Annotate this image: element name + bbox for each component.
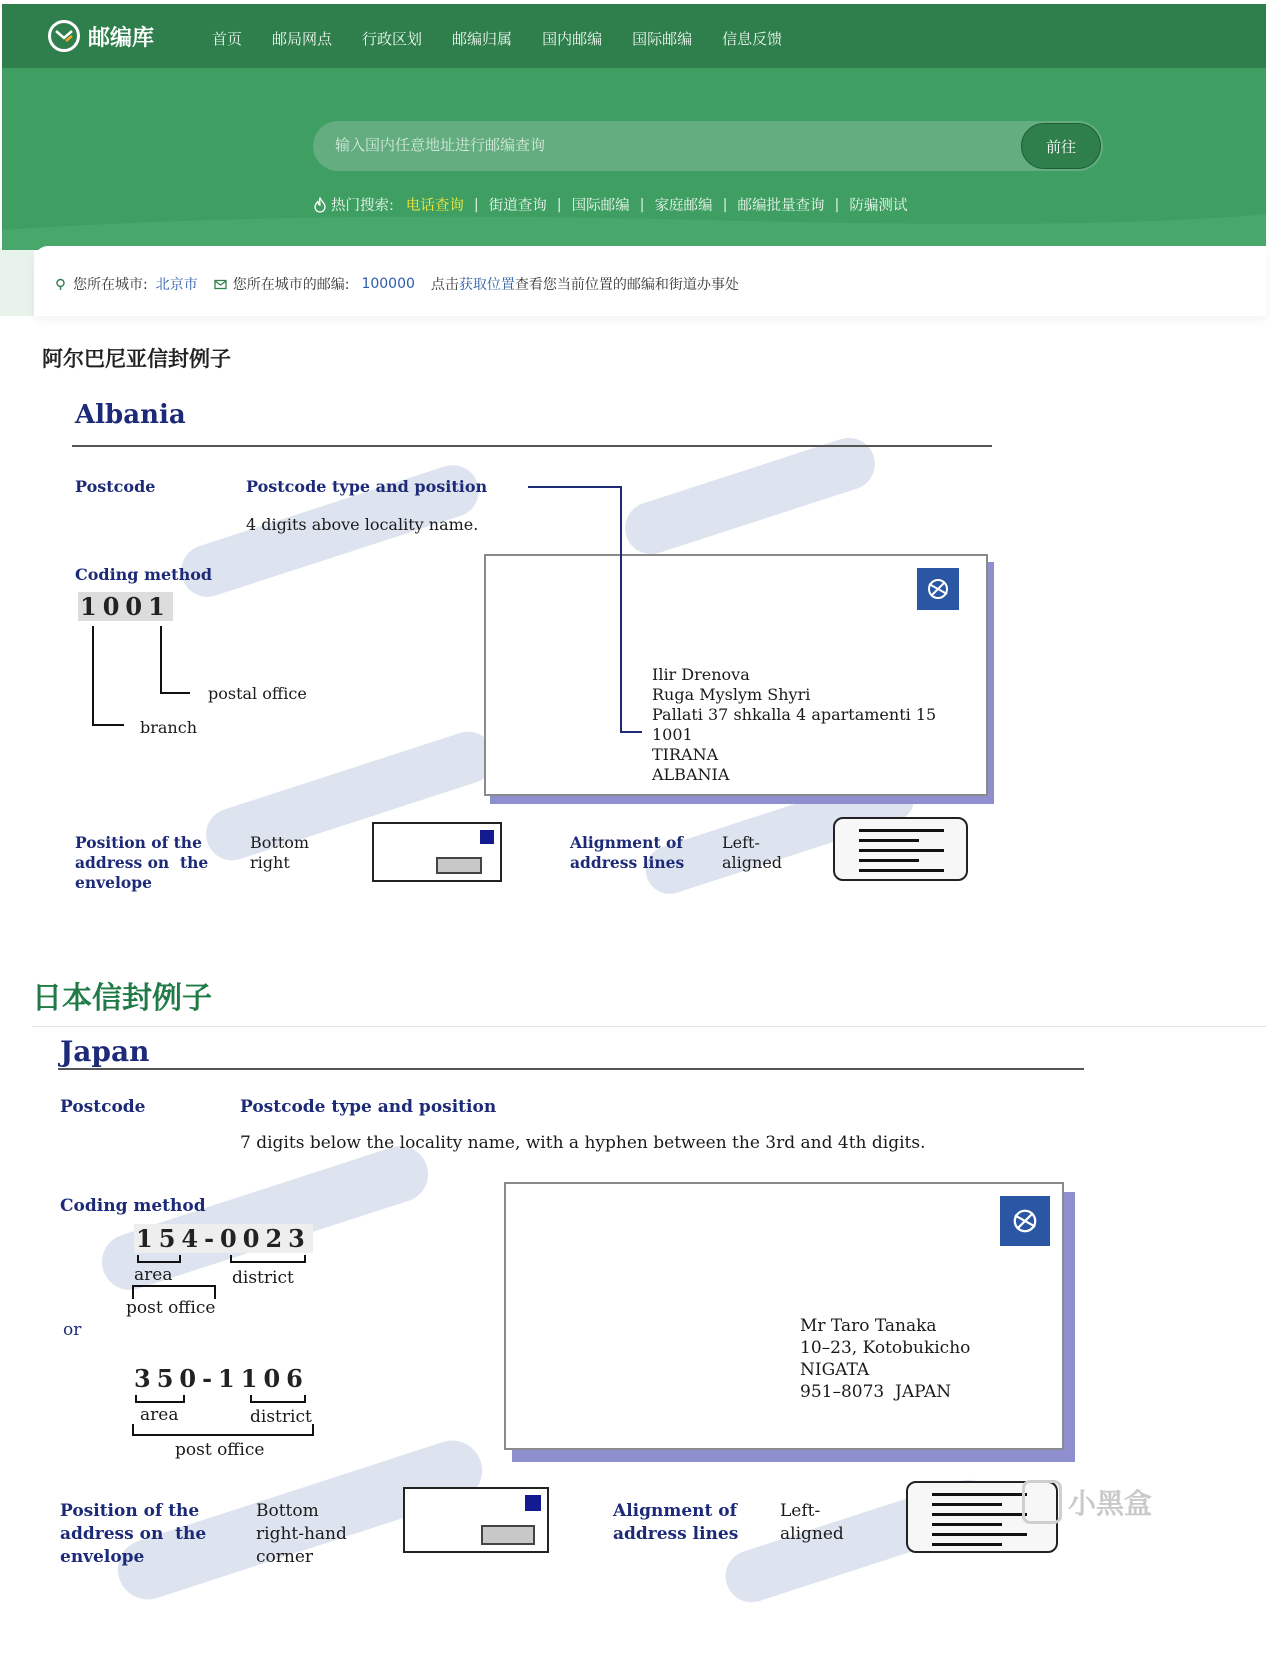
header-wave [2, 210, 1266, 250]
alignment-label-line: address lines [570, 853, 685, 872]
connector-line [160, 626, 190, 694]
site-header [2, 4, 1266, 250]
code1-post-office: post office [126, 1298, 216, 1318]
japan-code1-digits: 154-0023 [136, 1224, 311, 1253]
nav-item-divisions[interactable]: 行政区划 [362, 30, 423, 48]
pointer-line [620, 731, 642, 733]
postal-office-label: postal office [208, 684, 307, 703]
address-line: ALBANIA [652, 765, 730, 784]
upu-stamp-icon [917, 568, 959, 610]
mail-logo-icon [48, 20, 80, 52]
albania-code-digits: 1001 [80, 592, 171, 621]
mini-envelope-icon [372, 822, 502, 882]
position-label-line: Position of the [60, 1501, 200, 1521]
japan-cn-title: 日本信封例子 [32, 981, 212, 1016]
nav-item-home[interactable]: 首页 [212, 30, 243, 48]
location-bar [34, 246, 1266, 316]
mail-icon [214, 278, 227, 291]
code2-district: district [250, 1407, 312, 1427]
left-align-icon [833, 817, 968, 881]
hot-link-street[interactable]: 街道查询 [488, 198, 547, 214]
albania-code [78, 592, 173, 621]
japan-envelope [504, 1182, 1064, 1450]
search-button[interactable]: 前往 [1021, 123, 1101, 169]
japan-code1 [134, 1224, 313, 1253]
albania-divider [72, 445, 992, 447]
alignment-label-line: Alignment of [570, 833, 684, 852]
address-line: Ruga Myslym Shyri [652, 685, 811, 704]
address-line: NIGATA [800, 1360, 870, 1380]
watermark [618, 431, 881, 561]
hot-link-fraud[interactable]: 防骗测试 [849, 198, 908, 214]
hot-link-batch[interactable]: 邮编批量查询 [737, 198, 825, 214]
left-accent [0, 250, 34, 316]
code1-area: area [134, 1265, 173, 1285]
position-label-line: address on the [75, 853, 209, 872]
albania-address [652, 665, 936, 785]
code2-area: area [140, 1405, 179, 1425]
japan-coding-label: Coding method [60, 1196, 206, 1216]
japan-code2-digits: 350-1106 [134, 1364, 309, 1393]
albania-coding-label: Coding method [75, 565, 213, 584]
address-line: Pallati 37 shkalla 4 apartamenti 15 [652, 705, 937, 724]
or-label: or [63, 1320, 82, 1340]
zip-value: 100000 [361, 276, 415, 292]
separator: | [722, 196, 728, 213]
logo-text: 邮编库 [88, 25, 155, 51]
bracket-line [135, 1395, 185, 1403]
albania-cn-title: 阿尔巴尼亚信封例子 [42, 347, 231, 371]
location-pin-icon [54, 278, 67, 291]
search-bar [313, 121, 1103, 171]
code2-post-office: post office [175, 1440, 265, 1460]
address-line: Mr Taro Tanaka [800, 1316, 937, 1336]
albania-position-value [250, 833, 309, 873]
nav-item-feedback[interactable]: 信息反馈 [722, 30, 783, 48]
position-label-line: envelope [75, 873, 152, 892]
japan-alignment-value [780, 1500, 844, 1546]
alignment-value-line: aligned [722, 853, 783, 872]
nav-item-zip-owner[interactable]: 邮编归属 [452, 30, 513, 48]
japan-postcode-label: Postcode [60, 1097, 146, 1117]
albania-alignment-value [722, 833, 782, 873]
mini-stamp [480, 830, 494, 844]
city-value[interactable]: 北京市 [155, 277, 198, 293]
japan-code2 [132, 1364, 311, 1393]
position-value-line: Bottom [250, 833, 310, 852]
separator: | [834, 196, 840, 213]
site-logo[interactable] [48, 20, 154, 52]
mini-address-block [436, 857, 482, 874]
position-label-line: envelope [60, 1547, 145, 1567]
japan-address [800, 1315, 970, 1403]
japan-type-text: 7 digits below the locality name, with a hyphen between the 3rd and 4th digits. [240, 1133, 926, 1153]
hint-suffix: 查看您当前位置的邮编和街道办事处 [514, 277, 739, 293]
address-line: TIRANA [652, 745, 719, 764]
bracket-line [250, 1395, 306, 1403]
position-value-line: corner [256, 1547, 314, 1567]
japan-alignment-label [613, 1500, 738, 1546]
nav-menu [212, 28, 812, 49]
search-input[interactable] [335, 121, 975, 171]
albania-alignment-label [570, 833, 684, 873]
position-value-line: right [250, 853, 290, 872]
xiaoheihe-watermark [1022, 1480, 1152, 1524]
albania-type-label: Postcode type and position [246, 477, 488, 496]
get-location-link[interactable]: 获取位置 [458, 277, 515, 293]
albania-position-label [75, 833, 208, 893]
alignment-label-line: Alignment of [613, 1501, 737, 1521]
upu-stamp-icon [1000, 1196, 1050, 1246]
japan-divider [58, 1068, 1084, 1070]
bracket-line [132, 1285, 216, 1299]
hot-search-label: 热门搜索: [331, 198, 394, 214]
position-value-line: right-hand [256, 1524, 347, 1544]
address-line: 1001 [652, 725, 693, 744]
separator: | [473, 196, 479, 213]
mini-stamp [525, 1495, 541, 1511]
japan-position-label [60, 1500, 206, 1569]
japan-type-label: Postcode type and position [240, 1097, 497, 1117]
city-label: 您所在城市: [73, 277, 148, 293]
albania-postcode-label: Postcode [75, 477, 156, 496]
japan-section-rule [32, 1026, 1266, 1027]
separator: | [639, 196, 645, 213]
alignment-label-line: address lines [613, 1524, 739, 1544]
address-line: 10–23, Kotobukicho [800, 1338, 971, 1358]
separator: | [556, 196, 562, 213]
hint-prefix: 点击 [430, 277, 459, 293]
position-label-line: address on the [60, 1524, 207, 1544]
japan-country: Japan [60, 1035, 150, 1068]
pointer-line [528, 486, 622, 488]
watermark-text: 小黑盒 [1068, 1487, 1153, 1520]
mini-address-block [481, 1525, 535, 1545]
bracket-line [137, 1255, 181, 1263]
alignment-value-line: aligned [780, 1524, 844, 1544]
nav-item-post-offices[interactable]: 邮局网点 [272, 30, 333, 48]
address-line: 951–8073 JAPAN [800, 1382, 952, 1402]
address-line: Ilir Drenova [652, 665, 750, 684]
hot-link-phone[interactable]: 电话查询 [405, 198, 464, 214]
branch-label: branch [140, 718, 197, 737]
top-nav [2, 4, 1266, 68]
albania-country: Albania [75, 400, 186, 430]
hot-link-home[interactable]: 家庭邮编 [654, 198, 713, 214]
position-label-line: Position of the [75, 833, 202, 852]
nav-item-domestic[interactable]: 国内邮编 [542, 30, 603, 48]
mini-envelope-icon [403, 1487, 549, 1553]
bracket-line [132, 1424, 314, 1436]
zip-label: 您所在城市的邮编: [232, 277, 350, 293]
pointer-line [620, 486, 622, 732]
bracket-line [230, 1255, 306, 1263]
nav-item-international[interactable]: 国际邮编 [632, 30, 693, 48]
japan-position-value [256, 1500, 347, 1569]
xiaoheihe-logo-icon [1022, 1480, 1062, 1524]
position-value-line: Bottom [256, 1501, 319, 1521]
albania-type-text: 4 digits above locality name. [246, 515, 479, 534]
alignment-value-line: Left- [722, 833, 760, 852]
hot-link-intl[interactable]: 国际邮编 [571, 198, 630, 214]
connector-line [92, 626, 124, 726]
code1-district: district [232, 1268, 294, 1288]
alignment-value-line: Left- [780, 1501, 821, 1521]
